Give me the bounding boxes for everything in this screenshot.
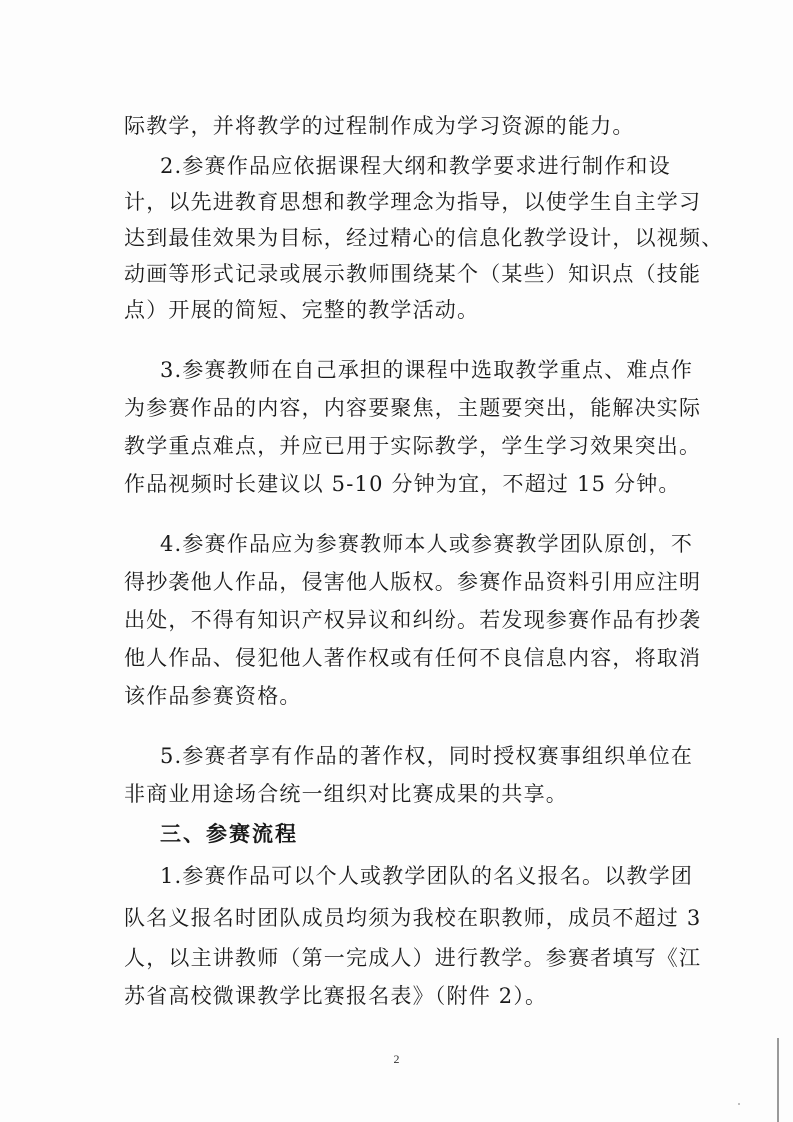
text-line: 作品视频时长建议以 5-10 分钟为宜，不超过 15 分钟。 (124, 472, 681, 496)
paragraph-5-start: 5.参赛者享有作品的著作权，同时授权赛事组织单位在 (160, 744, 694, 768)
text-line: 点）开展的简短、完整的教学活动。 (124, 298, 480, 322)
paragraph-1-start: 1.参赛作品可以个人或教学团队的名义报名。以教学团 (160, 864, 694, 888)
page-number: 2 (393, 1052, 400, 1066)
section-heading: 三、参赛流程 (160, 822, 298, 846)
text-line: 该作品参赛资格。 (124, 684, 302, 708)
text-line: 得抄袭他人作品，侵害他人版权。参赛作品资料引用应注明 (124, 570, 702, 594)
paragraph-3-start: 3.参赛教师在自己承担的课程中选取教学重点、难点作 (160, 358, 694, 382)
text-line: 为参赛作品的内容，内容要聚焦，主题要突出，能解决实际 (124, 396, 702, 420)
text-line: 教学重点难点，并应已用于实际教学，学生学习效果突出。 (124, 434, 702, 458)
text-line: 队名义报名时团队成员均须为我校在职教师，成员不超过 3 (124, 906, 702, 930)
text-line: 出处，不得有知识产权异议和纠纷。若发现参赛作品有抄袭 (124, 608, 702, 632)
paragraph-2-start: 2.参赛作品应依据课程大纲和教学要求进行制作和设 (160, 154, 671, 178)
text-line: 人，以主讲教师（第一完成人）进行教学。参赛者填写《江 (124, 946, 702, 970)
text-line: 动画等形式记录或展示教师围绕某个（某些）知识点（技能 (124, 262, 702, 286)
scan-edge-mark (777, 1038, 779, 1122)
scan-speck (738, 1103, 740, 1105)
text-line: 际教学，并将教学的过程制作成为学习资源的能力。 (124, 114, 635, 138)
text-line: 达到最佳效果为目标，经过精心的信息化教学设计，以视频、 (124, 226, 724, 250)
text-line: 计，以先进教育思想和教学理念为指导，以使学生自主学习 (124, 190, 702, 214)
text-line: 非商业用途场合统一组织对比赛成果的共享。 (124, 782, 568, 806)
text-line: 他人作品、侵犯他人著作权或有任何不良信息内容，将取消 (124, 646, 702, 670)
text-line: 苏省高校微课教学比赛报名表》（附件 2）。 (124, 984, 548, 1008)
paragraph-4-start: 4.参赛作品应为参赛教师本人或参赛教学团队原创，不 (160, 532, 694, 556)
